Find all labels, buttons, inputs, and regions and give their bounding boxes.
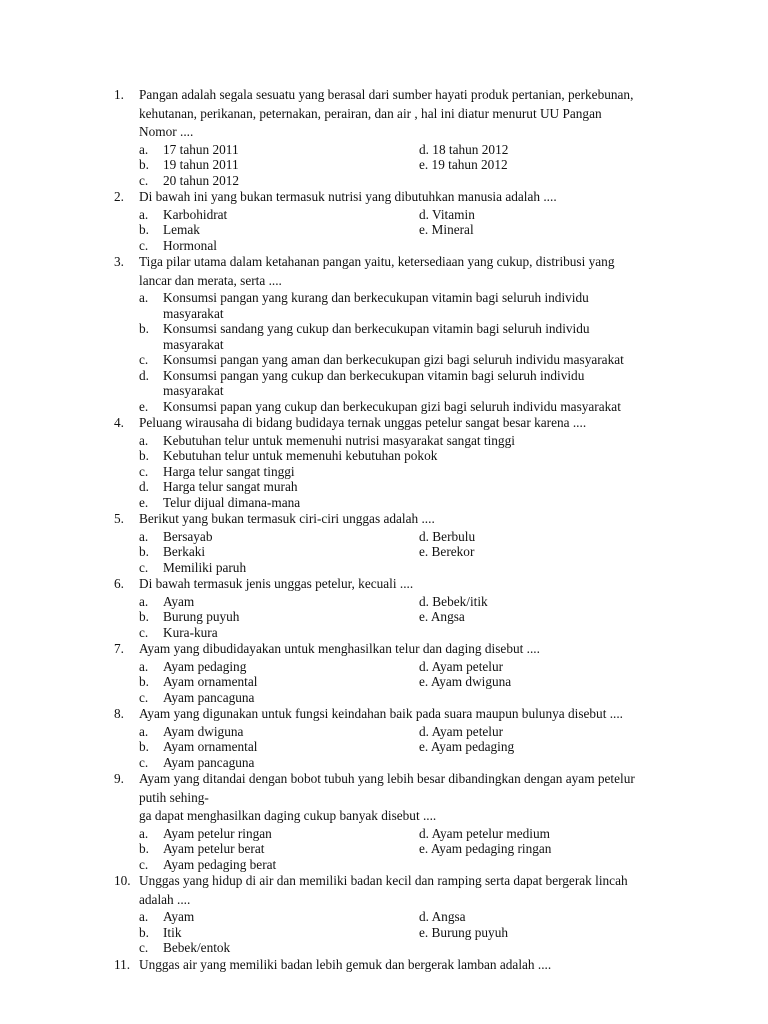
question-8 bbox=[0, 705, 768, 770]
option-right: d. Ayam petelur medium bbox=[419, 825, 550, 841]
answer-options bbox=[139, 290, 684, 414]
question-text-line: Di bawah ini yang bukan termasuk nutrisi yang dibutuhkan manusia adalah .... bbox=[139, 189, 557, 204]
option-letter: b. bbox=[139, 157, 149, 172]
option-row bbox=[139, 173, 684, 189]
option-row bbox=[139, 909, 684, 925]
option-letter: a. bbox=[139, 825, 149, 841]
question-number: 11. bbox=[114, 956, 131, 972]
option-letter: b. bbox=[139, 222, 149, 237]
option-row bbox=[139, 857, 684, 873]
option-text: Lemak bbox=[163, 222, 200, 237]
option-right: d. Ayam petelur bbox=[419, 723, 504, 739]
option-text: Ayam dwiguna bbox=[163, 723, 244, 739]
option-right: e. Ayam pedaging bbox=[419, 739, 515, 754]
option-letter: c. bbox=[139, 624, 149, 640]
option-text: Konsumsi pangan yang kurang dan berkecukupan vitamin bagi seluruh individu bbox=[163, 290, 589, 305]
question-text-line: putih sehing- bbox=[139, 789, 209, 805]
option-text: Konsumsi pangan yang cukup dan berkecukupan vitamin bagi seluruh individu bbox=[163, 367, 585, 383]
option-text: masyarakat bbox=[163, 336, 224, 352]
option-text: Burung puyuh bbox=[163, 609, 240, 624]
answer-options bbox=[139, 433, 684, 511]
question-number: 9. bbox=[114, 771, 124, 786]
question-number: 7. bbox=[114, 641, 124, 656]
option-letter: a. bbox=[139, 528, 149, 544]
question-text-line: Nomor .... bbox=[139, 124, 194, 139]
question-number: 5. bbox=[114, 511, 124, 526]
option-letter: c. bbox=[139, 172, 149, 188]
question-list bbox=[0, 86, 768, 974]
option-text: Memiliki paruh bbox=[163, 559, 247, 575]
question-text-line: Pangan adalah segala sesuatu yang berasal dari sumber hayati produk pertanian, perkebunan, bbox=[139, 87, 634, 102]
option-letter: c. bbox=[139, 559, 149, 575]
option-row bbox=[139, 368, 684, 399]
question-text-line: Tiga pilar utama dalam ketahanan pangan yaitu, ketersediaan yang cukup, distribusi yang bbox=[139, 254, 615, 269]
option-row bbox=[139, 560, 684, 576]
question-text-line: Berikut yang bukan termasuk ciri-ciri unggas adalah .... bbox=[139, 511, 435, 526]
option-right: d. Angsa bbox=[419, 909, 466, 924]
option-text: Ayam petelur berat bbox=[163, 841, 265, 856]
answer-options bbox=[139, 909, 684, 956]
question-number: 2. bbox=[114, 189, 124, 204]
option-letter: d. bbox=[139, 367, 149, 383]
option-right: d. Berbulu bbox=[419, 528, 476, 544]
option-row bbox=[139, 433, 684, 449]
option-text: Ayam petelur ringan bbox=[163, 825, 272, 841]
option-text: Kura-kura bbox=[163, 624, 218, 640]
option-text: Bersayab bbox=[163, 528, 213, 544]
option-letter: a. bbox=[139, 141, 149, 157]
answer-options bbox=[139, 142, 684, 189]
question-number: 3. bbox=[114, 254, 124, 269]
option-letter: c. bbox=[139, 754, 149, 770]
option-letter: a. bbox=[139, 206, 149, 222]
question-5 bbox=[0, 510, 768, 575]
option-row bbox=[139, 157, 684, 173]
answer-options bbox=[139, 724, 684, 771]
option-text: Ayam ornamental bbox=[163, 674, 258, 689]
option-row bbox=[139, 352, 684, 368]
option-row bbox=[139, 625, 684, 641]
option-text: Harga telur sangat tinggi bbox=[163, 463, 295, 479]
option-letter: c. bbox=[139, 352, 149, 367]
option-row bbox=[139, 290, 684, 321]
question-7 bbox=[0, 640, 768, 705]
question-6 bbox=[0, 575, 768, 640]
option-letter: b. bbox=[139, 609, 149, 624]
option-letter: c. bbox=[139, 689, 149, 705]
option-letter: a. bbox=[139, 593, 149, 609]
option-row bbox=[139, 464, 684, 480]
option-row bbox=[139, 207, 684, 223]
question-4 bbox=[0, 414, 768, 510]
option-text: Ayam bbox=[163, 593, 195, 609]
option-letter: a. bbox=[139, 290, 149, 305]
option-row bbox=[139, 544, 684, 560]
option-letter: b. bbox=[139, 674, 149, 689]
question-11 bbox=[0, 956, 768, 975]
option-text: Ayam bbox=[163, 909, 195, 924]
option-row bbox=[139, 739, 684, 755]
option-row bbox=[139, 321, 684, 352]
question-text-line: lancar dan merata, serta .... bbox=[139, 272, 282, 288]
option-row bbox=[139, 495, 684, 511]
question-number: 8. bbox=[114, 706, 124, 721]
option-letter: d. bbox=[139, 479, 149, 494]
option-right: e. Angsa bbox=[419, 609, 465, 624]
option-text: Ayam pedaging bbox=[163, 658, 247, 674]
option-right: d. Vitamin bbox=[419, 206, 475, 222]
option-text: Kebutuhan telur untuk memenuhi nutrisi masyarakat sangat tinggi bbox=[163, 432, 515, 448]
question-3 bbox=[0, 253, 768, 414]
option-row bbox=[139, 925, 684, 941]
option-right: e. Mineral bbox=[419, 222, 474, 237]
question-2 bbox=[0, 188, 768, 253]
option-text: Itik bbox=[163, 924, 182, 940]
option-letter: b. bbox=[139, 448, 149, 463]
option-text: Ayam ornamental bbox=[163, 739, 258, 754]
question-text-line: Peluang wirausaha di bidang budidaya ternak unggas petelur sangat besar karena .... bbox=[139, 415, 587, 430]
question-text-line: Ayam yang ditandai dengan bobot tubuh yang lebih besar dibandingkan dengan ayam petelur bbox=[139, 771, 635, 786]
question-number: 1. bbox=[114, 87, 124, 102]
question-text-line: Ayam yang digunakan untuk fungsi keindahan baik pada suara maupun bulunya disebut .... bbox=[139, 706, 624, 721]
option-text: Konsumsi papan yang cukup dan berkecukupan gizi bagi seluruh individu masyarakat bbox=[163, 398, 621, 414]
option-text: Harga telur sangat murah bbox=[163, 479, 298, 494]
answer-options bbox=[139, 826, 684, 873]
option-row bbox=[139, 724, 684, 740]
answer-options bbox=[139, 594, 684, 641]
option-row bbox=[139, 755, 684, 771]
option-text: 20 tahun 2012 bbox=[163, 172, 240, 188]
question-text-line: Ayam yang dibudidayakan untuk menghasilkan telur dan daging disebut .... bbox=[139, 641, 540, 656]
answer-options bbox=[139, 207, 684, 254]
option-text: 17 tahun 2011 bbox=[163, 141, 239, 157]
option-letter: b. bbox=[139, 924, 149, 940]
question-text-line: ga dapat menghasilkan daging cukup banyak disebut .... bbox=[139, 808, 437, 823]
option-letter: a. bbox=[139, 658, 149, 674]
option-text: Kebutuhan telur untuk memenuhi kebutuhan pokok bbox=[163, 448, 438, 463]
question-text-line: Unggas air yang memiliki badan lebih gemuk dan bergerak lamban adalah .... bbox=[139, 956, 552, 972]
option-right: d. Bebek/itik bbox=[419, 593, 488, 609]
option-row bbox=[139, 479, 684, 495]
option-letter: a. bbox=[139, 723, 149, 739]
option-right: e. Ayam dwiguna bbox=[419, 674, 512, 689]
option-letter: b. bbox=[139, 841, 149, 856]
option-right: d. Ayam petelur bbox=[419, 658, 504, 674]
option-text: Ayam pedaging berat bbox=[163, 856, 277, 872]
option-letter: a. bbox=[139, 432, 149, 448]
answer-options bbox=[139, 659, 684, 706]
option-letter: e. bbox=[139, 398, 149, 414]
option-letter: e. bbox=[139, 494, 149, 510]
question-number: 10. bbox=[114, 873, 131, 888]
option-text: Konsumsi sandang yang cukup dan berkecukupan vitamin bagi seluruh individu bbox=[163, 321, 590, 336]
question-10 bbox=[0, 872, 768, 956]
option-letter: b. bbox=[139, 739, 149, 754]
option-row bbox=[139, 674, 684, 690]
option-text: Telur dijual dimana-mana bbox=[163, 494, 301, 510]
question-9 bbox=[0, 770, 768, 872]
option-row bbox=[139, 826, 684, 842]
question-text-line: adalah .... bbox=[139, 891, 191, 907]
option-letter: b. bbox=[139, 321, 149, 336]
question-number: 4. bbox=[114, 415, 124, 430]
option-text: Bebek/entok bbox=[163, 940, 231, 955]
option-row bbox=[139, 399, 684, 415]
option-letter: c. bbox=[139, 237, 149, 253]
option-row bbox=[139, 594, 684, 610]
option-text: Karbohidrat bbox=[163, 206, 228, 222]
question-text-line: kehutanan, perikanan, peternakan, perairan, dan air , hal ini diatur menurut UU Pangan bbox=[139, 105, 602, 121]
option-row bbox=[139, 841, 684, 857]
answer-options bbox=[139, 529, 684, 576]
option-text: Ayam pancaguna bbox=[163, 754, 255, 770]
option-text: Hormonal bbox=[163, 237, 217, 253]
option-row bbox=[139, 142, 684, 158]
option-letter: a. bbox=[139, 909, 149, 924]
option-right: d. 18 tahun 2012 bbox=[419, 141, 509, 157]
option-right: e. 19 tahun 2012 bbox=[419, 157, 508, 172]
question-text-line: Unggas yang hidup di air dan memiliki badan kecil dan ramping serta dapat bergerak lincah bbox=[139, 873, 628, 888]
option-row bbox=[139, 659, 684, 675]
option-row bbox=[139, 529, 684, 545]
question-text-line: Di bawah termasuk jenis unggas petelur, kecuali .... bbox=[139, 576, 414, 591]
question-1 bbox=[0, 86, 768, 188]
option-row bbox=[139, 940, 684, 956]
option-right: e. Ayam pedaging ringan bbox=[419, 841, 552, 856]
option-letter: b. bbox=[139, 544, 149, 559]
option-row bbox=[139, 238, 684, 254]
option-letter: c. bbox=[139, 940, 149, 955]
option-text: masyarakat bbox=[163, 305, 224, 321]
option-letter: c. bbox=[139, 856, 149, 872]
option-text: Berkaki bbox=[163, 544, 206, 559]
option-text: 19 tahun 2011 bbox=[163, 157, 239, 172]
option-letter: c. bbox=[139, 463, 149, 479]
option-row bbox=[139, 609, 684, 625]
option-text: Ayam pancaguna bbox=[163, 689, 255, 705]
question-number: 6. bbox=[114, 576, 124, 591]
option-text: masyarakat bbox=[163, 383, 224, 398]
option-right: e. Berekor bbox=[419, 544, 475, 559]
option-row bbox=[139, 448, 684, 464]
option-text: Konsumsi pangan yang aman dan berkecukupan gizi bagi seluruh individu masyarakat bbox=[163, 352, 624, 367]
option-row bbox=[139, 222, 684, 238]
option-row bbox=[139, 690, 684, 706]
option-right: e. Burung puyuh bbox=[419, 924, 509, 940]
